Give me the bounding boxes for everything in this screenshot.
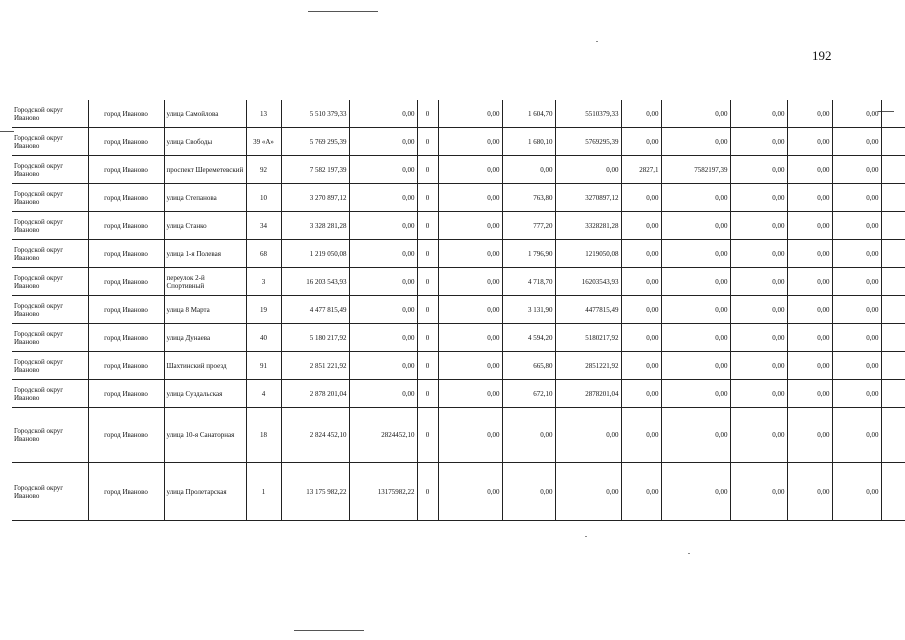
value-cell: 0,00 — [661, 296, 730, 324]
city-cell: город Иваново — [88, 128, 164, 156]
total-cost-cell: 2 824 452,10 — [281, 408, 349, 463]
value-cell: 0,00 — [832, 296, 881, 324]
value-cell: 0,00 — [661, 184, 730, 212]
value-cell: 0,00 — [349, 212, 417, 240]
empty-cell — [881, 324, 905, 352]
table-row — [12, 212, 905, 240]
value-cell: 0,00 — [730, 408, 787, 463]
value-cell: 0,00 — [832, 352, 881, 380]
value-cell: 0,00 — [621, 352, 661, 380]
total-cost-cell: 5 510 379,33 — [281, 100, 349, 128]
value-cell: 13175982,22 — [349, 463, 417, 521]
value-cell: 0,00 — [438, 128, 502, 156]
street-cell: улица Суздальская — [164, 380, 246, 408]
street-cell: Шахтинский проезд — [164, 352, 246, 380]
value-cell: 1 604,70 — [502, 100, 555, 128]
total-cost-cell: 2 851 221,92 — [281, 352, 349, 380]
city-cell: город Иваново — [88, 212, 164, 240]
value-cell: 0,00 — [787, 324, 832, 352]
value-cell: 0 — [417, 268, 438, 296]
total-cost-cell: 13 175 982,22 — [281, 463, 349, 521]
street-cell: улица Степанова — [164, 184, 246, 212]
total-cost-cell: 7 582 197,39 — [281, 156, 349, 184]
table-row — [12, 352, 905, 380]
city-cell: город Иваново — [88, 100, 164, 128]
value-cell: 0,00 — [349, 128, 417, 156]
house-number-cell: 91 — [246, 352, 281, 380]
value-cell: 0,00 — [832, 240, 881, 268]
value-cell: 0,00 — [438, 380, 502, 408]
value-cell: 0,00 — [730, 352, 787, 380]
value-cell: 5510379,33 — [555, 100, 621, 128]
value-cell: 2878201,04 — [555, 380, 621, 408]
total-cost-cell: 4 477 815,49 — [281, 296, 349, 324]
value-cell: 0,00 — [438, 240, 502, 268]
value-cell: 0,00 — [438, 268, 502, 296]
district-cell: Городской округ Иваново — [12, 296, 88, 324]
empty-cell — [881, 408, 905, 463]
value-cell: 3328281,28 — [555, 212, 621, 240]
value-cell: 0,00 — [832, 212, 881, 240]
value-cell: 0,00 — [730, 296, 787, 324]
value-cell: 0,00 — [787, 100, 832, 128]
value-cell: 0,00 — [621, 128, 661, 156]
value-cell: 0,00 — [730, 240, 787, 268]
value-cell: 0,00 — [555, 408, 621, 463]
district-cell: Городской округ Иваново — [12, 156, 88, 184]
value-cell: 0,00 — [832, 156, 881, 184]
city-cell: город Иваново — [88, 268, 164, 296]
district-cell: Городской округ Иваново — [12, 100, 88, 128]
district-cell: Городской округ Иваново — [12, 128, 88, 156]
value-cell: 0,00 — [438, 184, 502, 212]
street-cell: улица Пролетарская — [164, 463, 246, 521]
value-cell: 0,00 — [661, 463, 730, 521]
value-cell: 0 — [417, 156, 438, 184]
district-cell: Городской округ Иваново — [12, 240, 88, 268]
house-number-cell: 40 — [246, 324, 281, 352]
value-cell: 0,00 — [730, 100, 787, 128]
value-cell: 0,00 — [438, 463, 502, 521]
value-cell: 0,00 — [787, 380, 832, 408]
city-cell: город Иваново — [88, 156, 164, 184]
value-cell: 3270897,12 — [555, 184, 621, 212]
table-row — [12, 324, 905, 352]
total-cost-cell: 3 270 897,12 — [281, 184, 349, 212]
value-cell: 0,00 — [349, 352, 417, 380]
value-cell: 0 — [417, 100, 438, 128]
value-cell: 0,00 — [832, 408, 881, 463]
value-cell: 5769295,39 — [555, 128, 621, 156]
district-cell: Городской округ Иваново — [12, 184, 88, 212]
value-cell: 0,00 — [787, 240, 832, 268]
empty-cell — [881, 100, 905, 128]
value-cell: 0,00 — [621, 324, 661, 352]
house-number-cell: 92 — [246, 156, 281, 184]
table-row — [12, 268, 905, 296]
empty-cell — [881, 128, 905, 156]
value-cell: 0,00 — [661, 128, 730, 156]
table-row — [12, 128, 905, 156]
value-cell: 0,00 — [349, 268, 417, 296]
value-cell: 0 — [417, 128, 438, 156]
house-number-cell: 68 — [246, 240, 281, 268]
value-cell: 0 — [417, 352, 438, 380]
scan-artifact-line — [308, 11, 378, 12]
scan-artifact-dot — [585, 536, 587, 537]
value-cell: 0,00 — [349, 324, 417, 352]
table-row — [12, 380, 905, 408]
value-cell: 0,00 — [349, 184, 417, 212]
value-cell: 2827,1 — [621, 156, 661, 184]
total-cost-cell: 5 769 295,39 — [281, 128, 349, 156]
value-cell: 0,00 — [555, 156, 621, 184]
house-number-cell: 1 — [246, 463, 281, 521]
empty-cell — [881, 296, 905, 324]
value-cell: 0,00 — [502, 156, 555, 184]
value-cell: 0,00 — [621, 296, 661, 324]
value-cell: 16203543,93 — [555, 268, 621, 296]
table-row — [12, 240, 905, 268]
value-cell: 0,00 — [621, 212, 661, 240]
value-cell: 0,00 — [832, 324, 881, 352]
value-cell: 0 — [417, 408, 438, 463]
value-cell: 672,10 — [502, 380, 555, 408]
city-cell: город Иваново — [88, 324, 164, 352]
value-cell: 4477815,49 — [555, 296, 621, 324]
value-cell: 0,00 — [661, 240, 730, 268]
value-cell: 0,00 — [787, 463, 832, 521]
value-cell: 0,00 — [349, 380, 417, 408]
value-cell: 0,00 — [730, 324, 787, 352]
district-cell: Городской округ Иваново — [12, 380, 88, 408]
city-cell: город Иваново — [88, 352, 164, 380]
value-cell: 0,00 — [621, 184, 661, 212]
value-cell: 0,00 — [621, 100, 661, 128]
value-cell: 0,00 — [730, 463, 787, 521]
value-cell: 0,00 — [787, 268, 832, 296]
value-cell: 4 594,20 — [502, 324, 555, 352]
value-cell: 0,00 — [787, 296, 832, 324]
value-cell: 3 131,90 — [502, 296, 555, 324]
value-cell: 0,00 — [502, 408, 555, 463]
table-body — [12, 100, 905, 521]
empty-cell — [881, 156, 905, 184]
value-cell: 0,00 — [730, 184, 787, 212]
city-cell: город Иваново — [88, 463, 164, 521]
value-cell: 0,00 — [502, 463, 555, 521]
value-cell: 0,00 — [730, 212, 787, 240]
value-cell: 0 — [417, 324, 438, 352]
street-cell: улица 1-я Полевая — [164, 240, 246, 268]
street-cell: проспект Шереметевский — [164, 156, 246, 184]
value-cell: 2851221,92 — [555, 352, 621, 380]
value-cell: 0 — [417, 212, 438, 240]
total-cost-cell: 1 219 050,08 — [281, 240, 349, 268]
value-cell: 0,00 — [730, 156, 787, 184]
table-row — [12, 184, 905, 212]
value-cell: 1 680,10 — [502, 128, 555, 156]
district-cell: Городской округ Иваново — [12, 212, 88, 240]
value-cell: 0,00 — [787, 352, 832, 380]
empty-cell — [881, 184, 905, 212]
page-number: 192 — [812, 48, 832, 63]
city-cell: город Иваново — [88, 184, 164, 212]
house-number-cell: 4 — [246, 380, 281, 408]
value-cell: 0,00 — [661, 408, 730, 463]
city-cell: город Иваново — [88, 240, 164, 268]
value-cell: 0,00 — [349, 100, 417, 128]
value-cell: 0,00 — [438, 100, 502, 128]
value-cell: 0 — [417, 184, 438, 212]
value-cell: 0,00 — [438, 296, 502, 324]
value-cell: 5180217,92 — [555, 324, 621, 352]
city-cell: город Иваново — [88, 408, 164, 463]
value-cell: 0,00 — [832, 128, 881, 156]
total-cost-cell: 16 203 543,93 — [281, 268, 349, 296]
table-row — [12, 463, 905, 521]
value-cell: 0,00 — [661, 268, 730, 296]
value-cell: 0,00 — [832, 184, 881, 212]
empty-cell — [881, 240, 905, 268]
value-cell: 0,00 — [438, 352, 502, 380]
district-cell: Городской округ Иваново — [12, 408, 88, 463]
value-cell: 665,80 — [502, 352, 555, 380]
value-cell: 0,00 — [661, 212, 730, 240]
district-cell: Городской округ Иваново — [12, 463, 88, 521]
value-cell: 0,00 — [438, 324, 502, 352]
value-cell: 0,00 — [787, 212, 832, 240]
total-cost-cell: 5 180 217,92 — [281, 324, 349, 352]
street-cell: улица Дунаева — [164, 324, 246, 352]
value-cell: 0,00 — [438, 212, 502, 240]
value-cell: 0,00 — [832, 380, 881, 408]
empty-cell — [881, 380, 905, 408]
street-cell: улица Станко — [164, 212, 246, 240]
house-number-cell: 3 — [246, 268, 281, 296]
total-cost-cell: 3 328 281,28 — [281, 212, 349, 240]
district-cell: Городской округ Иваново — [12, 352, 88, 380]
value-cell: 7582197,39 — [661, 156, 730, 184]
street-cell: улица 10-я Санаторная — [164, 408, 246, 463]
house-number-cell: 39 «А» — [246, 128, 281, 156]
scan-artifact-dot — [596, 41, 598, 42]
value-cell: 0,00 — [730, 128, 787, 156]
total-cost-cell: 2 878 201,04 — [281, 380, 349, 408]
value-cell: 0 — [417, 240, 438, 268]
table-row — [12, 156, 905, 184]
value-cell: 0 — [417, 380, 438, 408]
value-cell: 0,00 — [832, 100, 881, 128]
value-cell: 0,00 — [787, 184, 832, 212]
house-number-cell: 34 — [246, 212, 281, 240]
value-cell: 4 718,70 — [502, 268, 555, 296]
value-cell: 0,00 — [555, 463, 621, 521]
value-cell: 763,80 — [502, 184, 555, 212]
value-cell: 0,00 — [349, 296, 417, 324]
district-cell: Городской округ Иваново — [12, 268, 88, 296]
street-cell: улица Самойлова — [164, 100, 246, 128]
empty-cell — [881, 463, 905, 521]
empty-cell — [881, 268, 905, 296]
city-cell: город Иваново — [88, 296, 164, 324]
value-cell: 0,00 — [621, 408, 661, 463]
house-number-cell: 13 — [246, 100, 281, 128]
value-cell: 0,00 — [787, 408, 832, 463]
value-cell: 0,00 — [730, 380, 787, 408]
value-cell: 2824452,10 — [349, 408, 417, 463]
street-cell: переулок 2-й Спортивный — [164, 268, 246, 296]
value-cell: 0,00 — [832, 463, 881, 521]
table-row — [12, 100, 905, 128]
house-number-cell: 19 — [246, 296, 281, 324]
value-cell: 0,00 — [438, 408, 502, 463]
street-cell: улица Свободы — [164, 128, 246, 156]
value-cell: 1219050,08 — [555, 240, 621, 268]
value-cell: 0,00 — [438, 156, 502, 184]
value-cell: 0,00 — [787, 156, 832, 184]
registry-table — [12, 100, 905, 521]
value-cell: 0,00 — [661, 352, 730, 380]
scan-artifact-dot — [688, 553, 690, 554]
city-cell: город Иваново — [88, 380, 164, 408]
value-cell: 0,00 — [349, 240, 417, 268]
value-cell: 0,00 — [621, 268, 661, 296]
value-cell: 0,00 — [621, 380, 661, 408]
value-cell: 1 796,90 — [502, 240, 555, 268]
value-cell: 0,00 — [661, 100, 730, 128]
house-number-cell: 18 — [246, 408, 281, 463]
value-cell: 0,00 — [621, 240, 661, 268]
table-row — [12, 408, 905, 463]
value-cell: 0,00 — [621, 463, 661, 521]
empty-cell — [881, 352, 905, 380]
value-cell: 0 — [417, 463, 438, 521]
value-cell: 777,20 — [502, 212, 555, 240]
value-cell: 0,00 — [661, 380, 730, 408]
table-row — [12, 296, 905, 324]
value-cell: 0,00 — [661, 324, 730, 352]
value-cell: 0 — [417, 296, 438, 324]
district-cell: Городской округ Иваново — [12, 324, 88, 352]
street-cell: улица 8 Марта — [164, 296, 246, 324]
scan-artifact-line — [294, 630, 364, 631]
empty-cell — [881, 212, 905, 240]
value-cell: 0,00 — [832, 268, 881, 296]
value-cell: 0,00 — [349, 156, 417, 184]
value-cell: 0,00 — [787, 128, 832, 156]
house-number-cell: 10 — [246, 184, 281, 212]
value-cell: 0,00 — [730, 268, 787, 296]
